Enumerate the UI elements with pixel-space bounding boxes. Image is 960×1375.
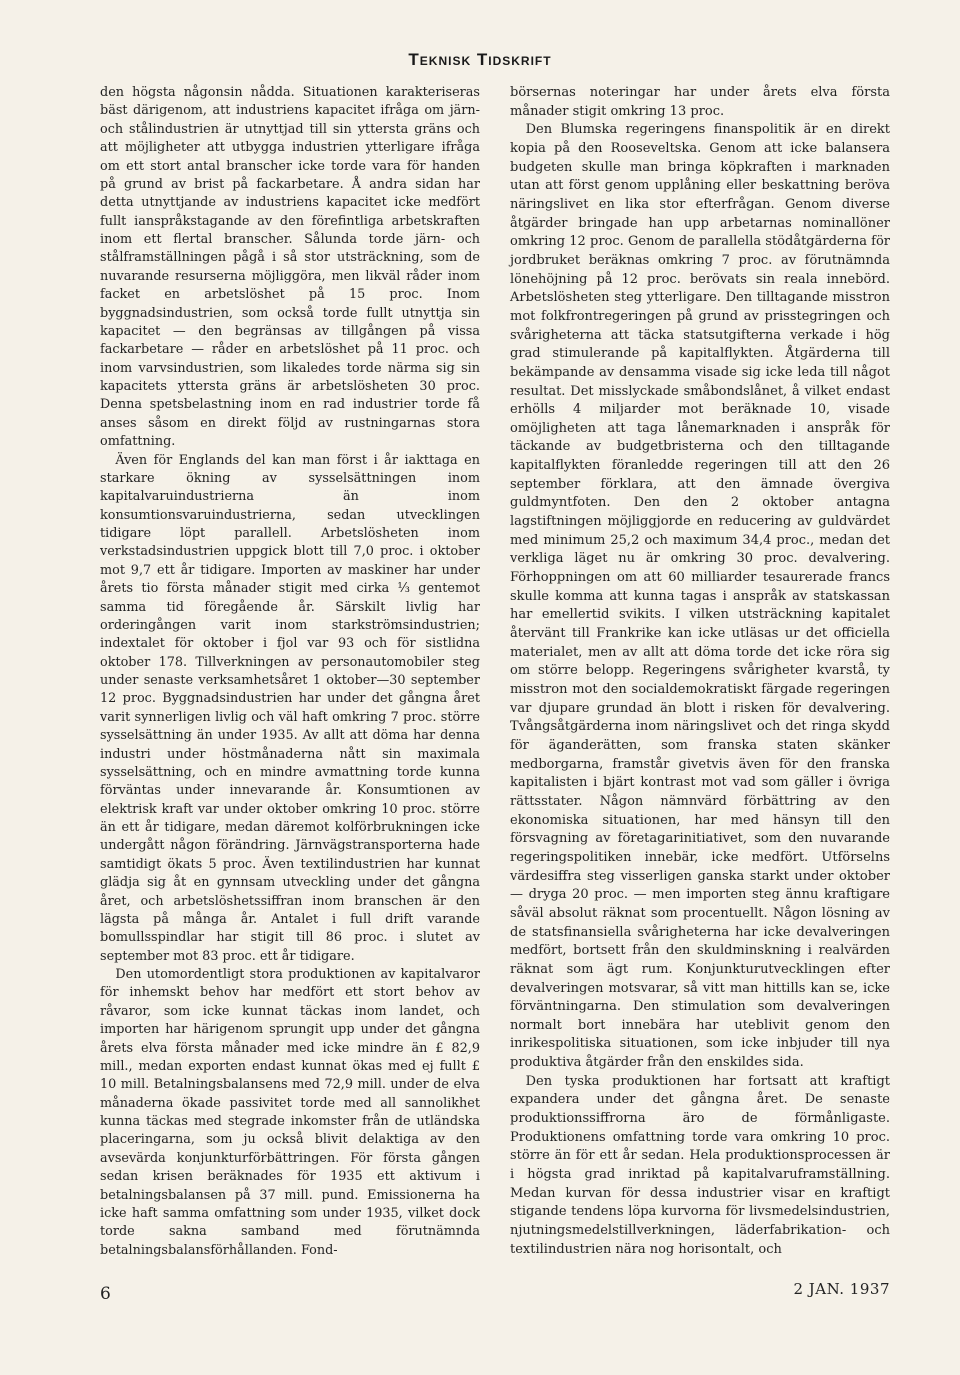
journal-masthead: Teknisk Tidskrift [408, 50, 552, 69]
page-number: 6 [100, 1284, 111, 1304]
issue-date: 2 JAN. 1937 [793, 1280, 890, 1298]
paragraph: Även för Englands del kan man först i år iakttaga en starkare ökning av sysselsättningen inom kapitalvaruindustrierna än inom konsumtionsvaruindustrierna, sedan utvecklingen tidigare löpt parallell. Arbetslösheten inom verkstadsindustrien uppgick blott till 7,0 proc. i oktober mot 9,7 ett år tidigare. Importen av maskiner har under årets tio första månader stigit med cirka ⅓ gentemot samma tid föregående år. Särskilt livlig har orderingången varit inom starkströmsindustrien; indextalet för oktober i fjol var 93 och för sistlidna oktober 178. Tillverkningen av personautomobiler steg under senaste verksamhetsåret 1 oktober—30 september 12 proc. Byggnadsindustrien har under det gångna året varit synnerligen livlig och väl haft omkring 7 proc. större sysselsättning än under 1935. Av allt att döma har denna industri under höstmånaderna nått sin maximala sysselsättning, och en mindre avmattning torde kunna förväntas under innevarande år. Konsumtionen av elektrisk kraft var under oktober omkring 10 proc. större än ett år tidigare, medan däremot kolförbrukningen icke undergått någon förändring. Järnvägstransporterna hade samtidigt ökats 5 proc. Även textilindustrien har kunnat glädja sig åt en gynnsam utveckling under det gångna året, och arbetslöshetssiffran inom branschen är den lägsta på många år. Antalet i full drift varande bomullsspindlar har stigit till 86 proc. i slutet av september mot 83 proc. ett år tidigare. [100, 452, 480, 964]
paragraph: den högsta någonsin nådda. Situationen karakteriseras bäst därigenom, att industriens kapacitet ifråga om järn- och stålindustrien är utnyttjad till sin yttersta gräns och att möjligheter att utbygga industrien ytterligare ifråga om ett stort antal branscher icke torde vara för handen på grund av brist på fackarbetare. Å andra sidan har detta utnyttjande av industriens kapacitet icke medfört fullt ianspråkstagande av den förefintliga arbetskraften inom ett flertal branscher. Sålunda torde järn- och stålframställningen pågå i så stor utsträckning, som de nuvarande resurserna möjliggöra, men likväl råder inom facket en arbetslöshet på 15 proc. Inom byggnadsindustrien, som också torde fullt utnyttja sin kapacitet — den begränsas av tillgången på vissa fackarbetare — råder en arbetslöshet på 11 proc. och inom varvsindustrien, som likaledes torde närma sig sin kapacitets yttersta gräns är arbetslösheten 30 proc. Denna spetsbelastning inom en rad industrier torde få anses såsom en direkt följd av rustningarnas stora omfattning. [100, 85, 480, 450]
paragraph: Den utomordentligt stora produktionen av kapitalvaror för inhemskt behov har medfört ett stort behov av råvaror, som icke kunnat täckas inom landet, och importen har härigenom sprungit upp under det gångna årets elva första månader med icke mindre än £ 82,9 mill., medan exporten endast kunnat ökas med ej fullt £ 10 mill. Betalningsbalansens med 72,9 mill. under de elva månaderna ökade passivitet torde med all sannolikhet kunna täckas med stegrade inkomster från de utländska placeringarna, som ju också blivit delaktiga av den avsevärda konjunkturförbättringen. För första gången sedan krisen beräknades för 1935 ett aktivum i betalningsbalansen på 37 mill. pund. Emissionerna ha icke haft samma omfattning som under 1935, vilket dock torde sakna samband med förutnämnda betalningsbalansförhållanden. Fond- [100, 967, 480, 1258]
paragraph: Den tyska produktionen har fortsatt att kraftigt expandera under det gångna året. De senaste produktionssiffrorna äro de förmånligaste. Produktionens omfattning torde vara omkring 10 proc. större än för ett år sedan. Hela produktionsprocessen är i högsta grad inriktad på kapitalvaruframställning. Medan kurvan för dessa industrier visar en kraftigt stigande tendens löpa kurvorna för livsmedelsindustrien, njutningsmedelstillverkningen, läderfabrikation- och textilindustrien nära nog horisontalt, och [510, 1073, 890, 1257]
paragraph: Den Blumska regeringens finanspolitik är en direkt kopia på den Rooseveltska. Genom att icke balansera budgeten skulle man bringa köpkraften i marknaden utan att först genom upplåning eller beskattning beröva näringslivet en lika stor efterfrågan. Genom diverse åtgärder bringade han upp arbetarnas nominallöner omkring 12 proc. Genom de parallella stödåtgärderna för jordbruket beräknas omkring 7 proc. av förutnämnda lönehöjning på 12 proc. berövats sin reala innebörd. Arbetslösheten steg ytterligare. Den tilltagande misstron mot folkfrontregeringen på grund av prisstegringen och svårigheterna att täcka statsutgifterna verkade i hög grad stimulerande på kapitalflykten. Åtgärderna till bekämpande av densamma visade sig icke leda till något resultat. Det misslyckade småbondslånet, å vilket endast erhölls 4 miljarder mot beräknade 10, visade omöjligheten att taga lånemarknaden i anspråk för täckande av budgetbristerna och den tilltagande kapitalflykten föranledde regeringen till att den 26 september förklara, att den ämnade övergiva guldmyntfoten. Den den 2 oktober antagna lagstiftningen möjliggjorde en reducering av guldvärdet med minimum 25,2 och maximum 34,4 proc., medan det verkliga läget nu är omkring 30 proc. devalvering. Förhoppningen om att 60 milliarder tesaurerade francs skulle komma att kunna tagas i anspråk av statskassan har emellertid svikits. I vilken utsträckning kapitalet återvänt till Frankrike kan icke utläsas ur det officiella materialet, men av allt att döma torde det icke röra sig om större belopp. Regeringens svårigheter kvarstå, ty misstron mot den socialdemokratiskt färgade regeringen var djupare grundad än blott i risken för devalvering. Tvångsåtgärderna inom näringslivet och det ringa skydd för äganderätten, som franska staten skänker medborgarna, framstår givetvis även för den franska kapitalisten i bjärt kontrast mot vad som gäller i övriga rättsstater. Någon nämnvärd förbättring av den ekonomiska situationen, har med hänsyn till den försvagning av företagarinitiativet, som den nuvarande regeringspolitiken innebär, icke medfört. Utförselns värdesiffra steg visserligen ganska starkt under oktober — dryga 20 proc. — men importen steg ännu kraftigare såväl absolut räknat som procentuellt. Någon lösning av de statsfinansiella svårigheterna har icke devalveringen medfört, bortsett från den skuldminskning i realvärden räknat som ägt rum. Konjunkturutvecklingen efter devalveringen motsvarar, så vitt man hittills kan se, icke förväntningarna. Den stimulation som devalveringen normalt bort innebära har uteblivit genom den inrikespolitiska situationen, som icke inbjuder till nya produktiva åtgärder från den enskildes sida. [510, 122, 890, 1071]
left-column [100, 84, 480, 1260]
right-column [510, 84, 890, 1259]
paragraph: börsernas noteringar har under årets elva första månader stigit omkring 13 proc. [510, 85, 890, 119]
